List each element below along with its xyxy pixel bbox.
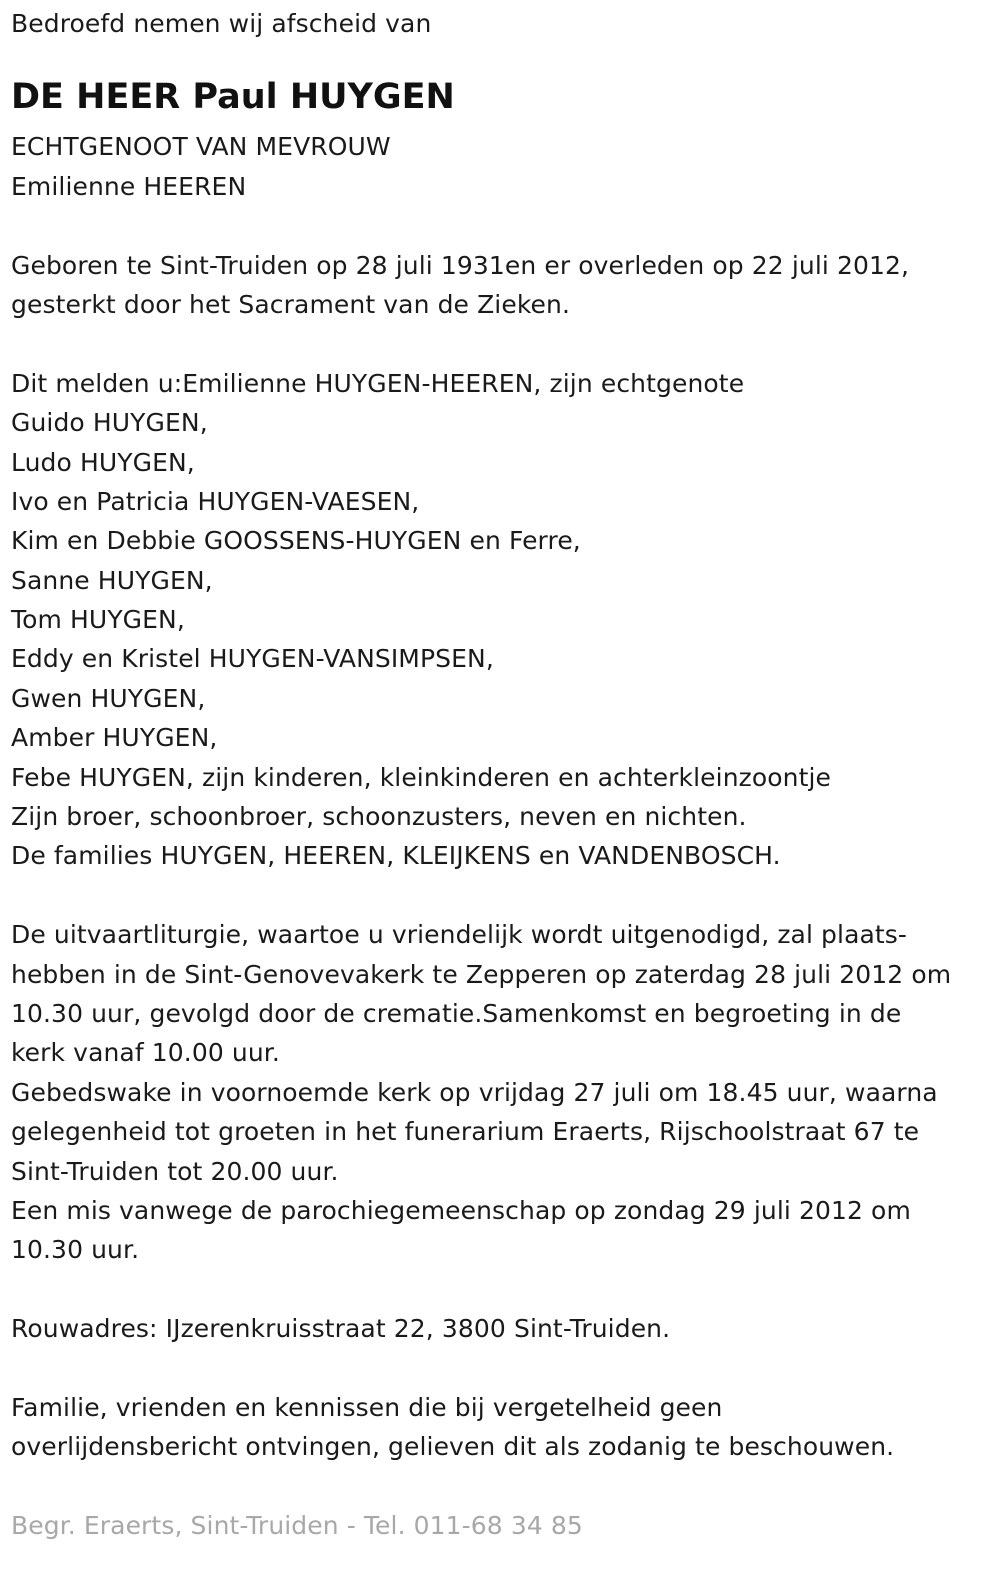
notice-paragraph bbox=[11, 1388, 986, 1467]
ceremony-line: 10.30 uur. bbox=[11, 1235, 140, 1265]
paragraph-line: Geboren te Sint-Truiden op 28 juli 1931en er overleden op 22 juli 2012, bbox=[11, 250, 910, 280]
spacer bbox=[11, 1349, 986, 1388]
ceremony-line: Gebedswake in voornoemde kerk op vrijdag 27 juli om 18.45 uur, waarna bbox=[11, 1077, 938, 1107]
birth-death-paragraph bbox=[11, 246, 986, 325]
spacer bbox=[11, 206, 986, 245]
mourning-address: Rouwadres: IJzerenkruisstraat 22, 3800 Sint-Truiden. bbox=[11, 1314, 671, 1344]
ceremony-paragraph bbox=[11, 915, 986, 1270]
family-line: Kim en Debbie GOOSSENS-HUYGEN en Ferre, bbox=[11, 526, 581, 556]
deceased-name: DE HEER Paul HUYGEN bbox=[11, 77, 455, 118]
notice-line: overlijdensbericht ontvingen, gelieven dit als zodanig te beschouwen. bbox=[11, 1432, 895, 1462]
family-line: Amber HUYGEN, bbox=[11, 723, 218, 753]
family-line: Zijn broer, schoonbroer, schoonzusters, neven en nichten. bbox=[11, 802, 747, 832]
family-line: Gwen HUYGEN, bbox=[11, 683, 206, 713]
spouse-label: ECHTGENOOT VAN MEVROUW bbox=[11, 132, 391, 162]
family-line: Tom HUYGEN, bbox=[11, 605, 185, 635]
family-line: Guido HUYGEN, bbox=[11, 408, 208, 438]
spouse-name: Emilienne HEEREN bbox=[11, 171, 247, 201]
funeral-home-footer: Begr. Eraerts, Sint-Truiden - Tel. 011-68 34 85 bbox=[11, 1511, 583, 1541]
ceremony-line: Sint-Truiden tot 20.00 uur. bbox=[11, 1156, 339, 1186]
ceremony-line: 10.30 uur, gevolgd door de crematie.Samenkomst en begroeting in de bbox=[11, 998, 902, 1028]
ceremony-line: Een mis vanwege de parochiegemeenschap op zondag 29 juli 2012 om bbox=[11, 1195, 911, 1225]
family-line: Ludo HUYGEN, bbox=[11, 447, 195, 477]
family-line: Febe HUYGEN, zijn kinderen, kleinkinderen en achterkleinzoontje bbox=[11, 762, 832, 792]
intro-text: Bedroefd nemen wij afscheid van bbox=[11, 9, 432, 38]
ceremony-line: kerk vanaf 10.00 uur. bbox=[11, 1038, 280, 1068]
ceremony-line: gelegenheid tot groeten in het funerarium Eraerts, Rijschoolstraat 67 te bbox=[11, 1117, 920, 1147]
paragraph-line: gesterkt door het Sacrament van de Zieken. bbox=[11, 289, 570, 319]
obituary-notice bbox=[11, 4, 986, 1545]
family-line: Sanne HUYGEN, bbox=[11, 565, 213, 595]
family-line: Dit melden u:Emilienne HUYGEN-HEEREN, zijn echtgenote bbox=[11, 368, 745, 398]
notice-line: Familie, vrienden en kennissen die bij vergetelheid geen bbox=[11, 1392, 723, 1422]
family-line: Eddy en Kristel HUYGEN-VANSIMPSEN, bbox=[11, 644, 494, 674]
spacer bbox=[11, 324, 986, 363]
family-list bbox=[11, 364, 986, 876]
ceremony-line: De uitvaartliturgie, waartoe u vriendelijk wordt uitgenodigd, zal plaats- bbox=[11, 920, 908, 950]
family-line: Ivo en Patricia HUYGEN-VAESEN, bbox=[11, 486, 420, 516]
spacer bbox=[11, 1270, 986, 1309]
family-line: De families HUYGEN, HEEREN, KLEIJKENS en VANDENBOSCH. bbox=[11, 841, 781, 871]
spacer bbox=[11, 1467, 986, 1506]
ceremony-line: hebben in de Sint-Genovevakerk te Zepperen op zaterdag 28 juli 2012 om bbox=[11, 959, 952, 989]
spacer bbox=[11, 876, 986, 915]
